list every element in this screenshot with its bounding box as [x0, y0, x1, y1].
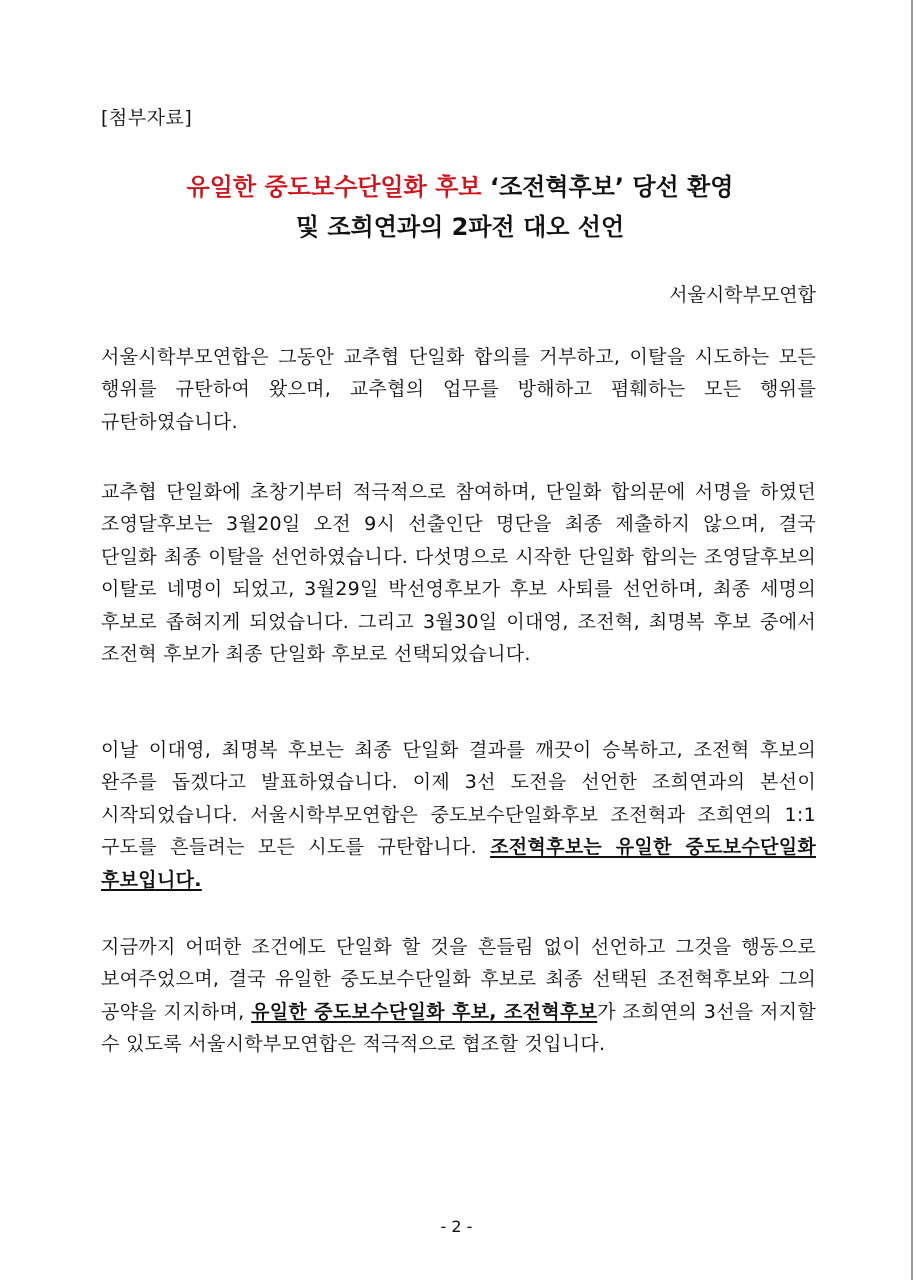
paragraph-3-text: 이날 이대영, 최명복 후보는 최종 단일화 결과를 깨끗이 승복하고, 조전혁 후보의 완주를 돕겠다고 발표하였습니다. 이제 3선 도전을 선언한 조희연과의 본선이 시작되었습니다. 서울시학부모연합은 중도보수단일화후보 조전혁과 조희연의 1:1 구도를 흔들려는 모든 시도를 규탄합니다.: [101, 739, 816, 859]
paragraph-4-text-1: 지금까지 어떠한 조건에도 단일화 할 것을 흔들림 없이 선언하고 그것을 행동으로 보여주었으며, 결국 유일한 중도보수단일화 후보로 최종 선택된 조전혁후보와 그의 공약을 지지하며,: [101, 936, 816, 1023]
author: 서울시학부모연합: [669, 284, 816, 306]
document-title-line-1: [60, 170, 860, 204]
paragraph-1: 서울시학부모연합은 그동안 교추협 단일화 합의를 거부하고, 이탈을 시도하는 모든 행위를 규탄하여 왔으며, 교추협의 업무를 방해하고 폄훼하는 모든 행위를 규탄하였습니다.: [101, 346, 816, 433]
paragraph-4-text-2: 가 조희연의 3선을 저지할 수 있도록 서울시학부모연합은 적극적으로 협조할 것입니다.: [101, 1000, 816, 1056]
paragraph-4-emphasis: 유일한 중도보수단일화 후보, 조전혁후보: [251, 1000, 598, 1023]
paragraph-3-emphasis: 조전혁후보는 유일한 중도보수단일화 후보입니다.: [101, 836, 817, 891]
paragraph-2: 교추협 단일화에 초창기부터 적극적으로 참여하며, 단일화 합의문에 서명을 하였던 조영달후보는 3월20일 오전 9시 선출인단 명단을 최종 제출하지 않으며, 결국 단일화 최종 이탈을 선언하였습니다. 다섯명으로 시작한 단일화 합의는 조영달후보의 이탈로 네명이 되었고, 3월29일 박선영후보가 후보 사퇴를 선언하며, 최종 세명의 후보로 좁혀지게 되었습니다. 그리고 3월30일 이대영, 조전혁, 최명복 후보 중에서 조전혁 후보가 최종 단일화 후보로 선택되었습니다.: [101, 481, 816, 666]
paragraph-3: [101, 734, 816, 896]
title-highlight: 유일한 중도보수단일화 후보: [186, 173, 482, 201]
paragraph-4: [101, 931, 816, 1061]
document-title-line-2: 및 조희연과의 2파전 대오 선언: [295, 213, 625, 241]
page-number: - 2 -: [440, 1217, 473, 1236]
title-rest: ‘조전혁후보’ 당선 환영: [481, 173, 734, 201]
attachment-label: [첨부자료]: [101, 107, 193, 129]
